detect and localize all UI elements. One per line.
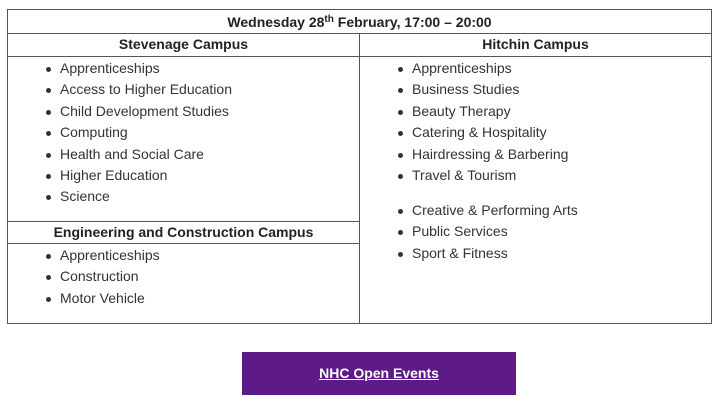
list-item: Business Studies (360, 79, 711, 100)
list-item: Apprenticeships (8, 245, 359, 266)
list-item: Science (8, 186, 359, 207)
list-item: Apprenticeships (360, 58, 711, 79)
event-date-title (8, 10, 711, 34)
title-time: February, 17:00 – 20:00 (333, 14, 492, 30)
list-item: Public Services (360, 221, 711, 242)
engineering-campus-heading: Engineering and Construction Campus (8, 221, 359, 244)
hitchin-course-list-continued (360, 200, 711, 264)
list-item: Catering & Hospitality (360, 122, 711, 143)
list-item: Creative & Performing Arts (360, 200, 711, 221)
list-item: Access to Higher Education (8, 79, 359, 100)
stevenage-course-list (8, 58, 359, 208)
list-item: Hairdressing & Barbering (360, 144, 711, 165)
title-date: Wednesday 28 (227, 14, 325, 30)
hitchin-course-list (360, 58, 711, 186)
title-ordinal: th (324, 14, 334, 25)
list-item: Health and Social Care (8, 144, 359, 165)
list-item: Sport & Fitness (360, 243, 711, 264)
nhc-open-events-button[interactable] (242, 352, 516, 395)
list-item: Motor Vehicle (8, 288, 359, 309)
list-item: Travel & Tourism (360, 165, 711, 186)
list-item: Apprenticeships (8, 58, 359, 79)
hitchin-campus-heading: Hitchin Campus (360, 34, 711, 57)
stevenage-campus-heading: Stevenage Campus (8, 34, 359, 57)
list-item: Construction (8, 266, 359, 287)
list-item: Child Development Studies (8, 101, 359, 122)
open-event-schedule-table (7, 9, 712, 324)
list-item: Higher Education (8, 165, 359, 186)
engineering-course-list (8, 245, 359, 309)
list-item: Beauty Therapy (360, 101, 711, 122)
list-item: Computing (8, 122, 359, 143)
nhc-open-events-label: NHC Open Events (319, 365, 439, 381)
